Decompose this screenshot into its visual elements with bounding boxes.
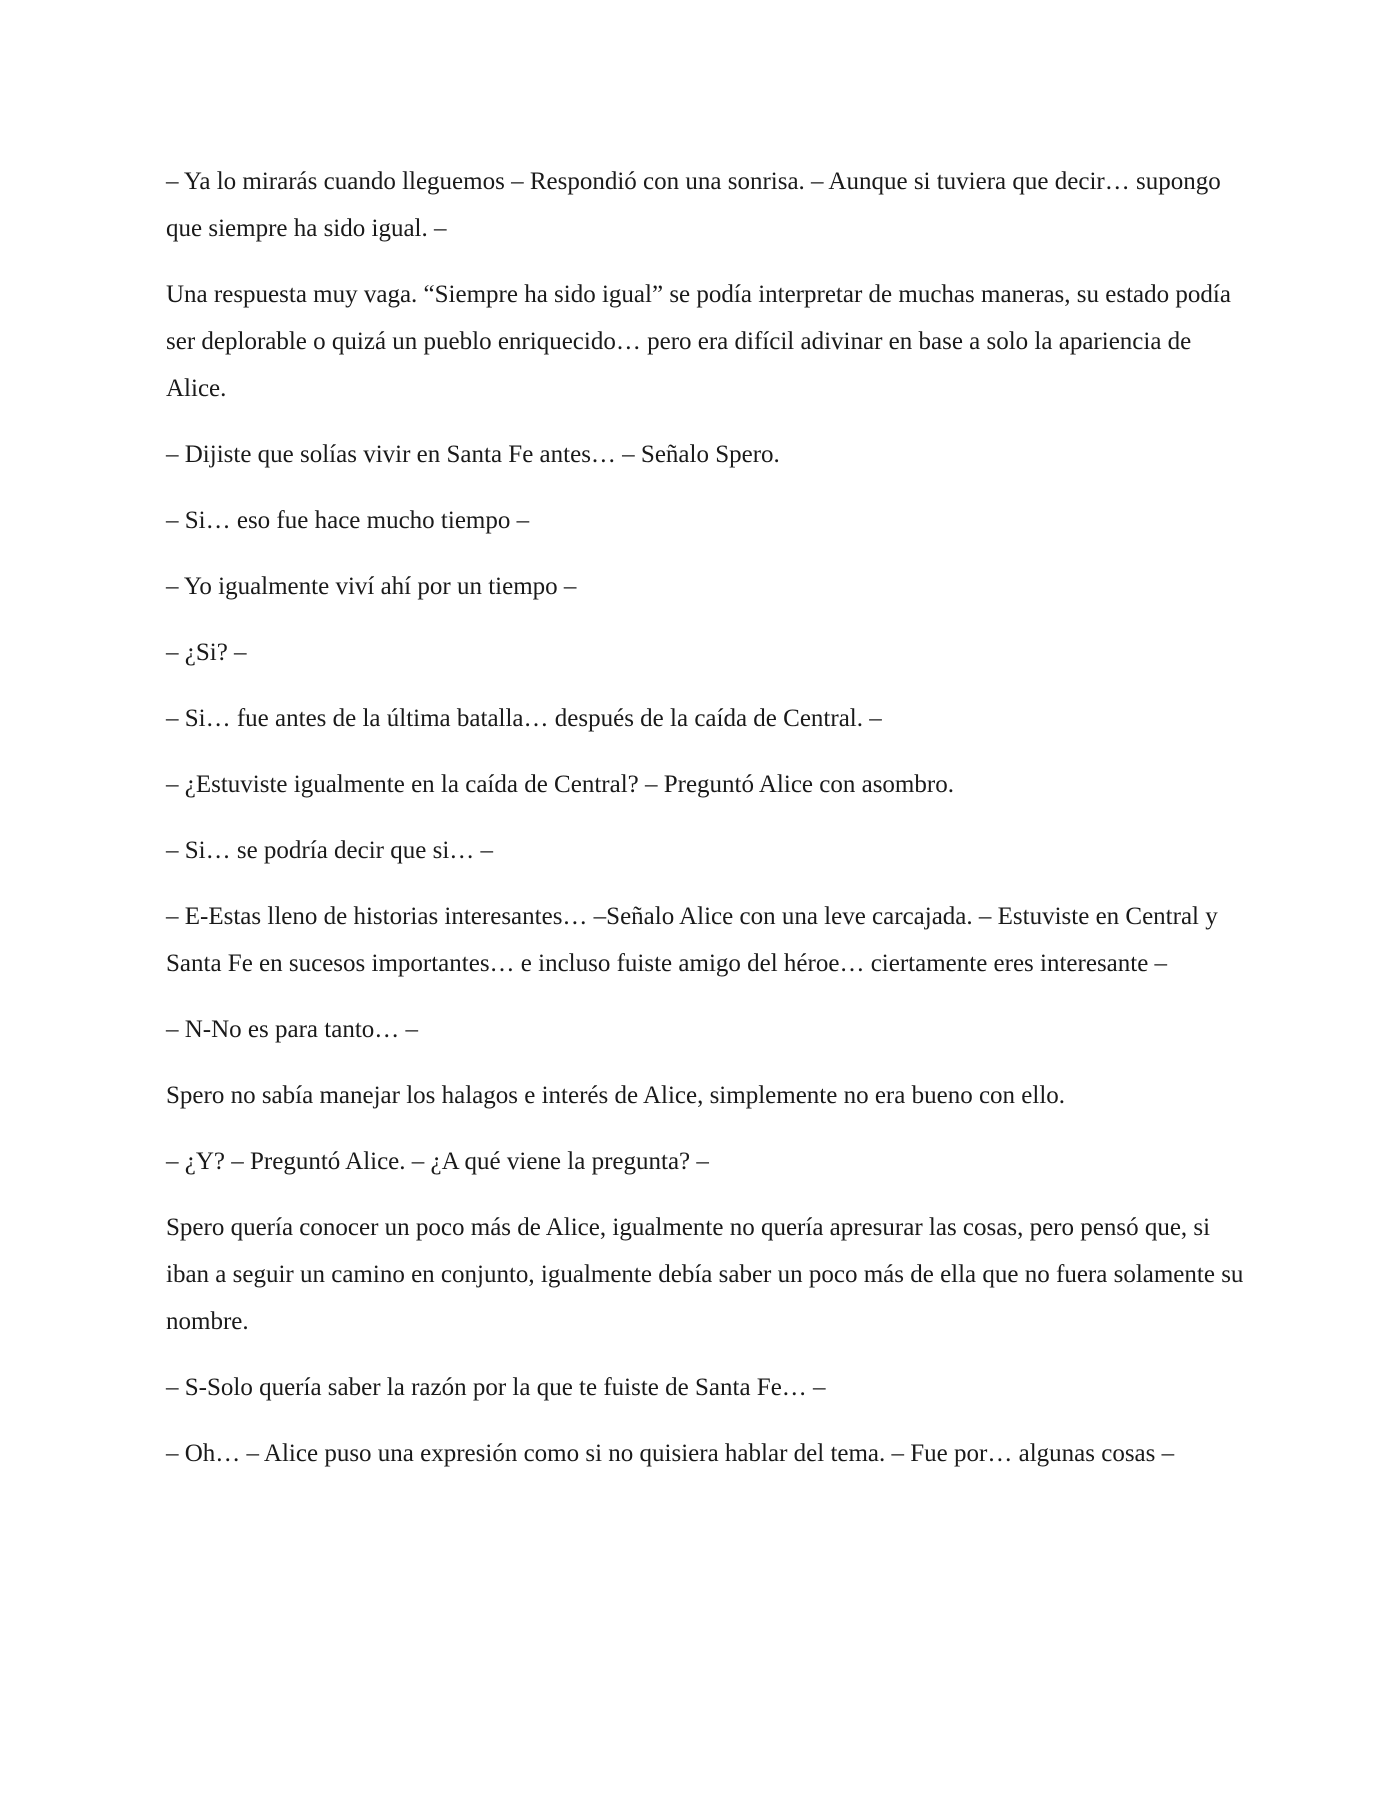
paragraph-5: – Yo igualmente viví ahí por un tiempo – bbox=[166, 573, 577, 600]
paragraph-10: – E-Estas lleno de historias interesantes… –Señalo Alice con una leve carcajada. – Estuviste en Central y Santa Fe en sucesos importantes… e incluso fuiste amigo del héroe… ciertamente eres interesante – bbox=[166, 903, 1218, 977]
document-body bbox=[166, 158, 1246, 1496]
paragraph-11: – N-No es para tanto… – bbox=[166, 1016, 419, 1043]
paragraph-4: – Si… eso fue hace mucho tiempo – bbox=[166, 507, 530, 534]
paragraph-9: – Si… se podría decir que si… – bbox=[166, 837, 494, 864]
paragraph-3: – Dijiste que solías vivir en Santa Fe antes… – Señalo Spero. bbox=[166, 441, 780, 468]
paragraph-16: – Oh… – Alice puso una expresión como si no quisiera hablar del tema. – Fue por… algunas cosas – bbox=[166, 1440, 1175, 1467]
paragraph-12: Spero no sabía manejar los halagos e interés de Alice, simplemente no era bueno con ello. bbox=[166, 1082, 1066, 1109]
paragraph-13: – ¿Y? – Preguntó Alice. – ¿A qué viene la pregunta? – bbox=[166, 1148, 709, 1175]
paragraph-8: – ¿Estuviste igualmente en la caída de Central? – Preguntó Alice con asombro. bbox=[166, 771, 954, 798]
paragraph-1: – Ya lo mirarás cuando lleguemos – Respondió con una sonrisa. – Aunque si tuviera que decir… supongo que siempre ha sido igual. – bbox=[166, 168, 1221, 242]
paragraph-14: Spero quería conocer un poco más de Alice, igualmente no quería apresurar las cosas, pero pensó que, si iban a seguir un camino en conjunto, igualmente debía saber un poco más de ella que no fuera solamente su nombre. bbox=[166, 1214, 1244, 1335]
paragraph-6: – ¿Si? – bbox=[166, 639, 247, 666]
paragraph-7: – Si… fue antes de la última batalla… después de la caída de Central. – bbox=[166, 705, 882, 732]
paragraph-2: Una respuesta muy vaga. “Siempre ha sido igual” se podía interpretar de muchas maneras, su estado podía ser deplorable o quizá un pueblo enriquecido… pero era difícil adivinar en base a solo la apariencia de Alice. bbox=[166, 281, 1231, 402]
paragraph-15: – S-Solo quería saber la razón por la que te fuiste de Santa Fe… – bbox=[166, 1374, 826, 1401]
